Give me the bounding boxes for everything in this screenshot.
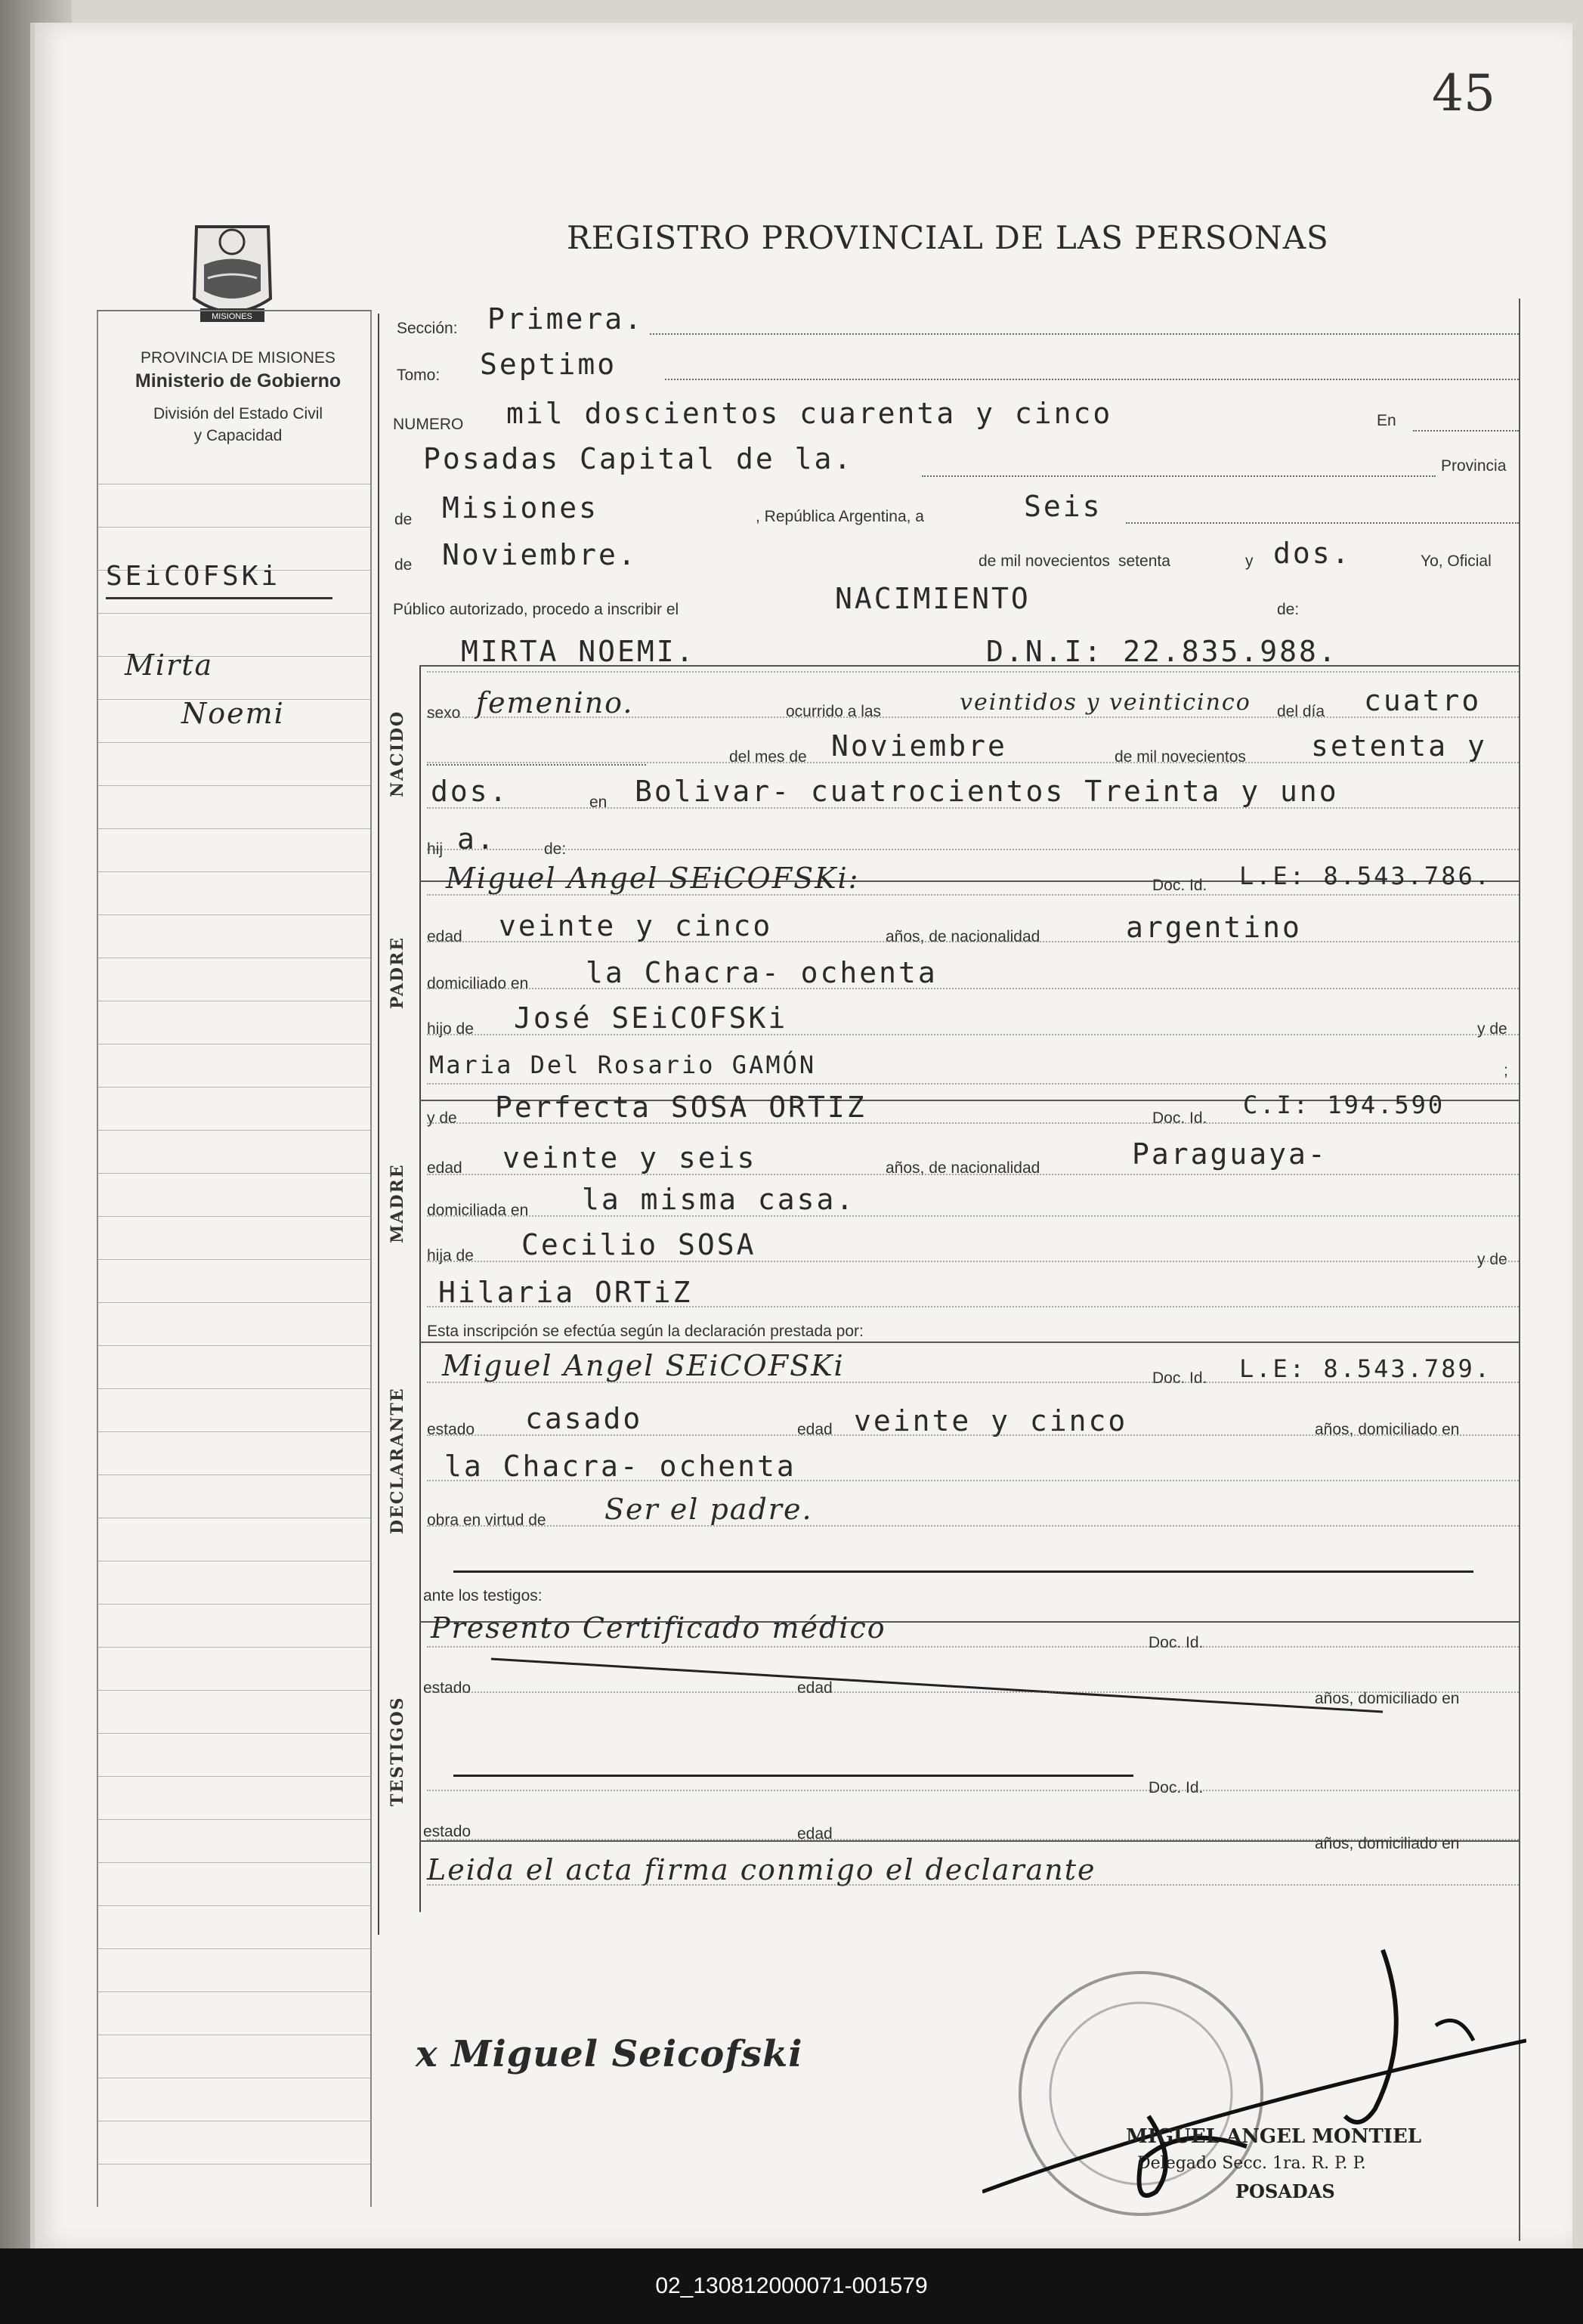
- label-en: En: [1377, 412, 1396, 429]
- value-dia-nac: cuatro: [1364, 684, 1482, 717]
- testigo2-strike: [453, 1775, 1133, 1777]
- value-abuela-m: Hilaria ORTiZ: [438, 1276, 693, 1309]
- label-edad-testigo2: edad: [797, 1825, 833, 1843]
- label-de-mil2: de mil novecientos: [1115, 748, 1246, 766]
- fill-line: [427, 1479, 1519, 1481]
- label-semicolon: ;: [1504, 1062, 1508, 1079]
- fill-line: [427, 1173, 1519, 1175]
- value-anio: dos.: [1273, 537, 1352, 570]
- label-domiciliada: domiciliada en: [427, 1202, 529, 1219]
- fill-line: [427, 940, 1519, 942]
- fill-line: [427, 848, 1519, 850]
- label-hijo-de: hijo de: [427, 1020, 474, 1038]
- value-declarante-dom: la Chacra- ochenta: [444, 1450, 796, 1483]
- label-estado-testigo1: estado: [423, 1679, 471, 1697]
- fill-line: [427, 1381, 1519, 1383]
- label-anos-dom-testigo2: años, domiciliado en: [1315, 1835, 1460, 1852]
- label-y-de: y de: [1477, 1020, 1507, 1038]
- ruled-line: [98, 1647, 370, 1648]
- left-margin-rule: [97, 310, 98, 2207]
- section-divider-rule: [419, 665, 421, 1912]
- left-column-top-rule: [97, 310, 372, 311]
- value-padre-nac: argentino: [1126, 911, 1302, 944]
- label-esta-inscripcion: Esta inscripción se efectúa según la declaración prestada por:: [427, 1323, 864, 1340]
- value-anio-nac2: dos.: [431, 775, 509, 808]
- value-abuelo-m: Cecilio SOSA: [521, 1228, 756, 1261]
- label-de3: de:: [1277, 601, 1300, 618]
- ruled-line: [98, 1087, 370, 1088]
- label-anos-dom-testigo1: años, domiciliado en: [1315, 1690, 1460, 1707]
- value-declarante: Miguel Angel SEiCOFSKi: [442, 1349, 845, 1382]
- label-de: de: [394, 511, 413, 528]
- testigo1-strike: [484, 1651, 1390, 1719]
- fill-line: [427, 806, 1519, 809]
- value-hij-suffix: a.: [457, 822, 496, 856]
- value-lugar-nac: Bolivar- cuatrocientos Treinta y uno: [635, 775, 1339, 808]
- label-setenta: setenta: [1118, 552, 1170, 570]
- value-hora: veintidos y veinticinco: [960, 689, 1251, 716]
- label-yo-oficial: Yo, Oficial: [1421, 552, 1492, 570]
- ruled-line: [98, 1431, 370, 1432]
- ruled-line: [98, 1776, 370, 1777]
- ruled-line: [98, 527, 370, 528]
- value-declarante-doc: L.E: 8.543.789.: [1239, 1354, 1492, 1383]
- label-anos-dom-declarante: años, domiciliado en: [1315, 1421, 1460, 1438]
- value-declarante-edad: veinte y cinco: [854, 1404, 1128, 1437]
- value-madre-nac: Paraguaya-: [1132, 1137, 1328, 1171]
- page-title: REGISTRO PROVINCIAL DE LAS PERSONAS: [567, 219, 1329, 256]
- label-ante: ante los testigos:: [423, 1587, 543, 1605]
- value-padre-nombre: Miguel Angel SEiCOFSKi:: [446, 862, 860, 895]
- fill-line: [650, 333, 1519, 335]
- label-edad-madre: edad: [427, 1159, 462, 1177]
- division-label-2: y Capacidad: [193, 427, 283, 444]
- fill-line: [427, 1215, 1519, 1217]
- fill-line: [427, 1434, 1519, 1436]
- fill-line: [1413, 429, 1519, 432]
- fill-line: [427, 761, 1519, 763]
- label-de2: de: [394, 556, 413, 574]
- ruled-line: [98, 1733, 370, 1734]
- value-testigos: Presento Certificado médico: [431, 1611, 886, 1645]
- ruled-line: [98, 1604, 370, 1605]
- province-label: PROVINCIA DE MISIONES: [141, 349, 335, 367]
- label-sexo: sexo: [427, 704, 461, 722]
- label-domiciliado: domiciliado en: [427, 975, 529, 992]
- ruled-line: [98, 1345, 370, 1346]
- value-cierre: Leida el acta firma conmigo el declarante: [427, 1853, 1096, 1886]
- value-nombre: MIRTA NOEMI.: [461, 635, 696, 668]
- rule-declarante-bottom: [453, 1570, 1473, 1573]
- value-dni: D.N.I: 22.835.988.: [986, 635, 1338, 668]
- ruled-line: [98, 1948, 370, 1949]
- ruled-line: [98, 785, 370, 786]
- ruled-line: [98, 1991, 370, 1992]
- emblem-text: MISIONES: [212, 312, 252, 321]
- label-numero: NUMERO: [393, 416, 464, 433]
- ruled-line: [98, 1302, 370, 1303]
- value-sexo: femenino.: [476, 686, 634, 719]
- label-provincia: Provincia: [1441, 457, 1507, 475]
- division-label-1: División del Estado Civil: [153, 405, 323, 422]
- section-nacido: NACIDO: [388, 710, 407, 797]
- section-madre: MADRE: [388, 1163, 407, 1243]
- label-edad-declarante: edad: [797, 1421, 833, 1438]
- value-declarante-estado: casado: [525, 1402, 643, 1435]
- label-doc-id-testigo2: Doc. Id.: [1149, 1779, 1204, 1796]
- fill-line: [665, 378, 1519, 380]
- official-stamp-icon: [982, 1935, 1526, 2222]
- section-testigos: TESTIGOS: [388, 1696, 407, 1806]
- label-y-de-madre: y de: [427, 1109, 457, 1127]
- value-madre-doc: C.I: 194.590: [1243, 1091, 1445, 1119]
- fill-line: [427, 1122, 1519, 1124]
- ruled-line: [98, 2164, 370, 2165]
- value-abuelo-p: José SEiCOFSKi: [514, 1001, 788, 1035]
- value-dia: Seis: [1024, 490, 1102, 523]
- value-lugar: Posadas Capital de la.: [423, 442, 854, 475]
- label-estado-testigo2: estado: [423, 1823, 471, 1840]
- ruled-line: [98, 742, 370, 743]
- ruled-line: [98, 1259, 370, 1260]
- label-edad-padre: edad: [427, 928, 462, 945]
- surname-underline: [106, 597, 332, 599]
- stamp-city: POSADAS: [1235, 2180, 1335, 2202]
- section-padre: PADRE: [388, 936, 407, 1009]
- label-y: y: [1245, 552, 1254, 570]
- label-ocurrido: ocurrido a las: [786, 703, 882, 720]
- fill-line: [922, 475, 1436, 477]
- value-anio-nac1: setenta y: [1311, 729, 1487, 763]
- label-de-mil: de mil novecientos: [979, 552, 1110, 570]
- fill-line: [427, 893, 1519, 896]
- ruled-line: [98, 1862, 370, 1863]
- label-anos-nac-madre: años, de nacionalidad: [886, 1159, 1040, 1177]
- fill-line: [427, 763, 646, 766]
- fill-line: [427, 1033, 1519, 1035]
- fill-line: [427, 1838, 1519, 1840]
- label-obra: obra en virtud de: [427, 1512, 546, 1529]
- ruled-line: [98, 1173, 370, 1174]
- declarante-signature: x Miguel Seicofski: [416, 2033, 803, 2075]
- ruled-line: [98, 1388, 370, 1389]
- label-y-de-madre2: y de: [1477, 1251, 1507, 1268]
- margin-given-2: Noemi: [181, 697, 285, 730]
- fill-line: [427, 1082, 1519, 1085]
- value-padre-dom: la Chacra- ochenta: [586, 956, 938, 989]
- ministry-label: Ministerio de Gobierno: [134, 370, 342, 391]
- value-numero: mil doscientos cuarenta y cinco: [506, 397, 1113, 430]
- value-tomo: Septimo: [480, 348, 617, 381]
- ruled-line: [98, 828, 370, 829]
- label-republica: , República Argentina, a: [756, 508, 924, 525]
- image-identifier: 02_130812000071-001579: [655, 2273, 928, 2298]
- label-tomo: Tomo:: [397, 367, 441, 384]
- form-left-rule: [378, 314, 379, 1935]
- value-mes-nac: Noviembre: [831, 729, 1007, 763]
- value-madre-nombre: Perfecta SOSA ORTIZ: [495, 1091, 867, 1124]
- fill-line: [427, 670, 1519, 673]
- label-hija-de: hija de: [427, 1247, 474, 1264]
- label-doc-id-declarante: Doc. Id.: [1152, 1369, 1207, 1387]
- value-padre-edad: veinte y cinco: [499, 909, 773, 942]
- fill-line: [427, 716, 1519, 718]
- ruled-line: [98, 914, 370, 915]
- page-number: 45: [1432, 64, 1495, 122]
- label-del-dia: del día: [1277, 703, 1325, 720]
- label-edad-testigo1: edad: [797, 1679, 833, 1697]
- fill-line: [427, 1260, 1519, 1262]
- ruled-line: [98, 1905, 370, 1906]
- label-seccion: Sección:: [397, 320, 458, 337]
- label-en2: en: [589, 794, 608, 811]
- label-hij: hij: [427, 840, 444, 858]
- fill-line: [427, 1305, 1519, 1307]
- ruled-line: [98, 613, 370, 614]
- value-abuela-p: Maria Del Rosario GAMÓN: [429, 1051, 817, 1079]
- value-provincia: Misiones: [442, 491, 599, 525]
- fill-line: [427, 1789, 1519, 1791]
- label-anos-nac-padre: años, de nacionalidad: [886, 928, 1040, 945]
- ruled-line: [98, 1690, 370, 1691]
- value-mes: Noviembre.: [442, 538, 638, 571]
- section-declarante: DECLARANTE: [388, 1387, 407, 1534]
- stamp-name: MIGUEL ANGEL MONTIEL: [1126, 2125, 1422, 2148]
- ruled-line: [98, 1216, 370, 1217]
- label-doc-id-testigo1: Doc. Id.: [1149, 1634, 1204, 1651]
- rule-declarante-top: [419, 1341, 1519, 1343]
- fill-line: [427, 1645, 1519, 1648]
- value-madre-dom: la misma casa.: [582, 1183, 856, 1216]
- label-de4: de:: [544, 840, 567, 858]
- value-madre-edad: veinte y seis: [502, 1141, 757, 1174]
- ruled-line: [98, 1130, 370, 1131]
- stamp-role: Delegado Secc. 1ra. R. P. P.: [1137, 2154, 1366, 2173]
- margin-given-1: Mirta: [125, 648, 214, 682]
- fill-line: [427, 1524, 1519, 1527]
- fill-line: [427, 1691, 1519, 1693]
- left-column-rule: [370, 310, 372, 2207]
- ruled-line: [98, 871, 370, 872]
- label-estado-declarante: estado: [427, 1421, 475, 1438]
- fill-line: [427, 987, 1519, 989]
- value-declarante-obra: Ser el padre.: [604, 1493, 813, 1526]
- label-doc-id-madre: Doc. Id.: [1152, 1109, 1207, 1127]
- margin-surname: SEiCOFSKi: [106, 561, 281, 592]
- value-acto: NACIMIENTO: [835, 582, 1031, 615]
- value-padre-doc: L.E: 8.543.786.: [1239, 862, 1492, 890]
- label-del-mes: del mes de: [729, 748, 807, 766]
- fill-line: [427, 1883, 1519, 1886]
- province-emblem-icon: [181, 212, 283, 333]
- label-doc-id-padre: Doc. Id.: [1152, 877, 1207, 894]
- ruled-line: [98, 1819, 370, 1820]
- label-publico: Público autorizado, procedo a inscribir el: [393, 601, 679, 618]
- fill-line: [1126, 521, 1519, 524]
- value-seccion: Primera.: [487, 302, 645, 336]
